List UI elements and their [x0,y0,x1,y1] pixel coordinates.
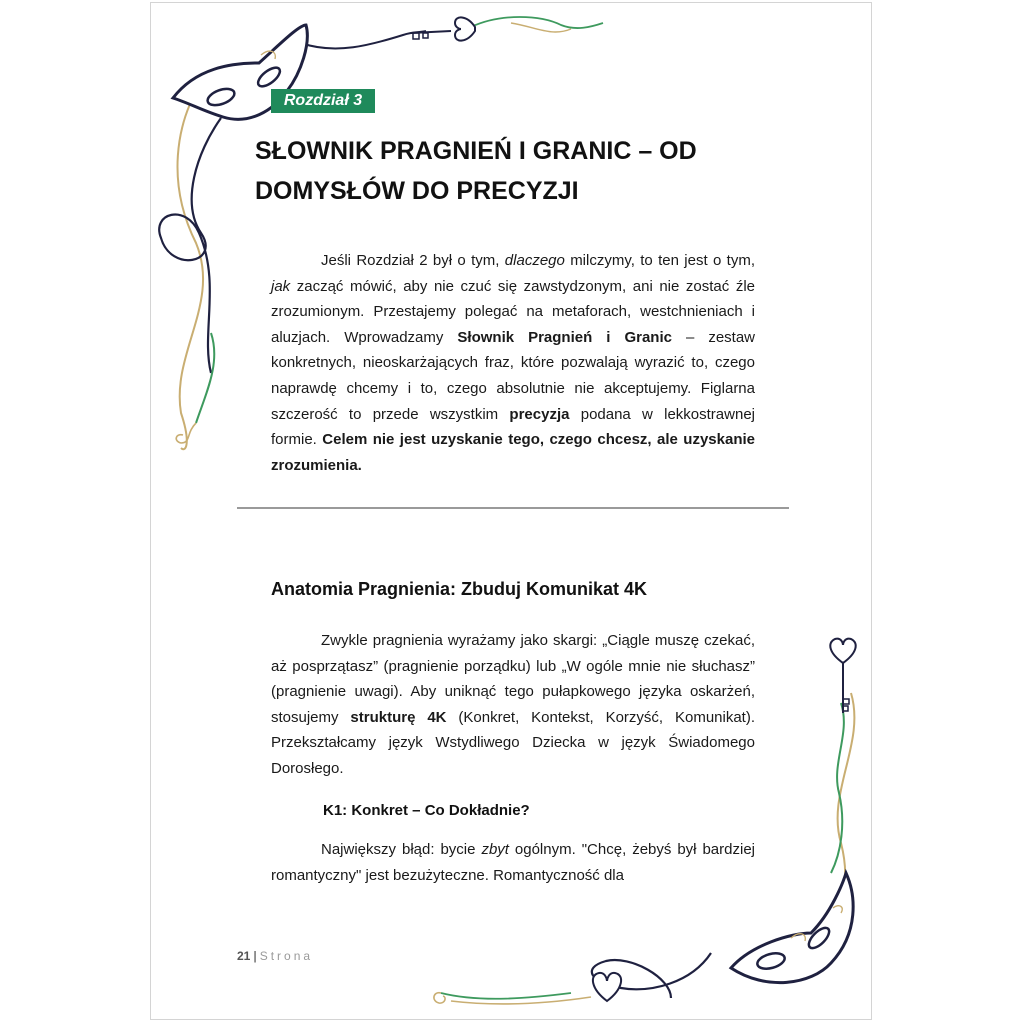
page-number: 21 [237,949,251,963]
document-page [150,2,872,1020]
heart-icon [830,639,855,663]
subsection-heading: K1: Konkret – Co Dokładnie? [323,802,530,819]
top-left-vine-green [196,333,214,423]
heart-icon [455,17,475,40]
section-divider [237,507,789,509]
bottom-vine-green [441,993,571,999]
section-paragraph: Zwykle pragnienia wyrażamy jako skargi: „Ciągle muszę czekać, aż posprzątasz” (pragnienie porządku) lub „W ogóle mnie nie słuchasz” (pragnienie uwagi). Aby uniknąć tego pułapkowego języka oskarżeń, stosujemy strukturę 4K (Konkret, Kontekst, Korzyść, Komunikat). Przekształcamy język Wstydliwego Dziecka w język Świadomego Dorosłego. [271,632,756,777]
key-icon [830,639,855,713]
intro-paragraph: Jeśli Rozdział 2 był o tym, dlaczego milczymy, to ten jest o tym, jak zacząć mówić, aby nie czuć się zawstydzonym, ani nie zostać źle zrozumionym. Przestajemy polegać na metaforach, westchnieniach i aluzjach. Wprowadzamy Słownik Pragnień i Granic – zestaw konkretnych, nieoskarżających fraz, które pozwalają wyrazić to, czego naprawdę chcemy i to, czego absolutnie nie akceptujemy. Figlarna szczerość to przede wszystkim precyzja podana w lekkostrawnej formie. Celem nie jest uzyskanie tego, czego chcesz, ale uzyskanie zrozumienia. [271,252,756,474]
chapter-tag: Rozdział 3 [271,89,375,113]
key-icon [411,17,475,40]
chapter-title: SŁOWNIK PRAGNIEŃ I GRANIC – OD DOMYSŁÓW DO PRECYZJI [255,137,697,205]
footer-separator: | [253,949,257,963]
section-heading: Anatomia Pragnienia: Zbuduj Komunikat 4K [271,579,648,599]
top-vine-navy [301,31,426,48]
top-vine-gold [511,23,571,32]
heart-icon [593,973,621,1001]
page-footer [237,949,313,963]
top-vine-green [471,17,603,28]
subsection-paragraph: Największy błąd: bycie zbyt ogólnym. "Chcę, żebyś był bardziej romantyczny" jest bezużyteczne. Romantyczność dla [271,841,755,884]
footer-label: Strona [259,949,314,963]
mask-icon [731,873,853,983]
top-left-vine-gold [177,83,203,449]
